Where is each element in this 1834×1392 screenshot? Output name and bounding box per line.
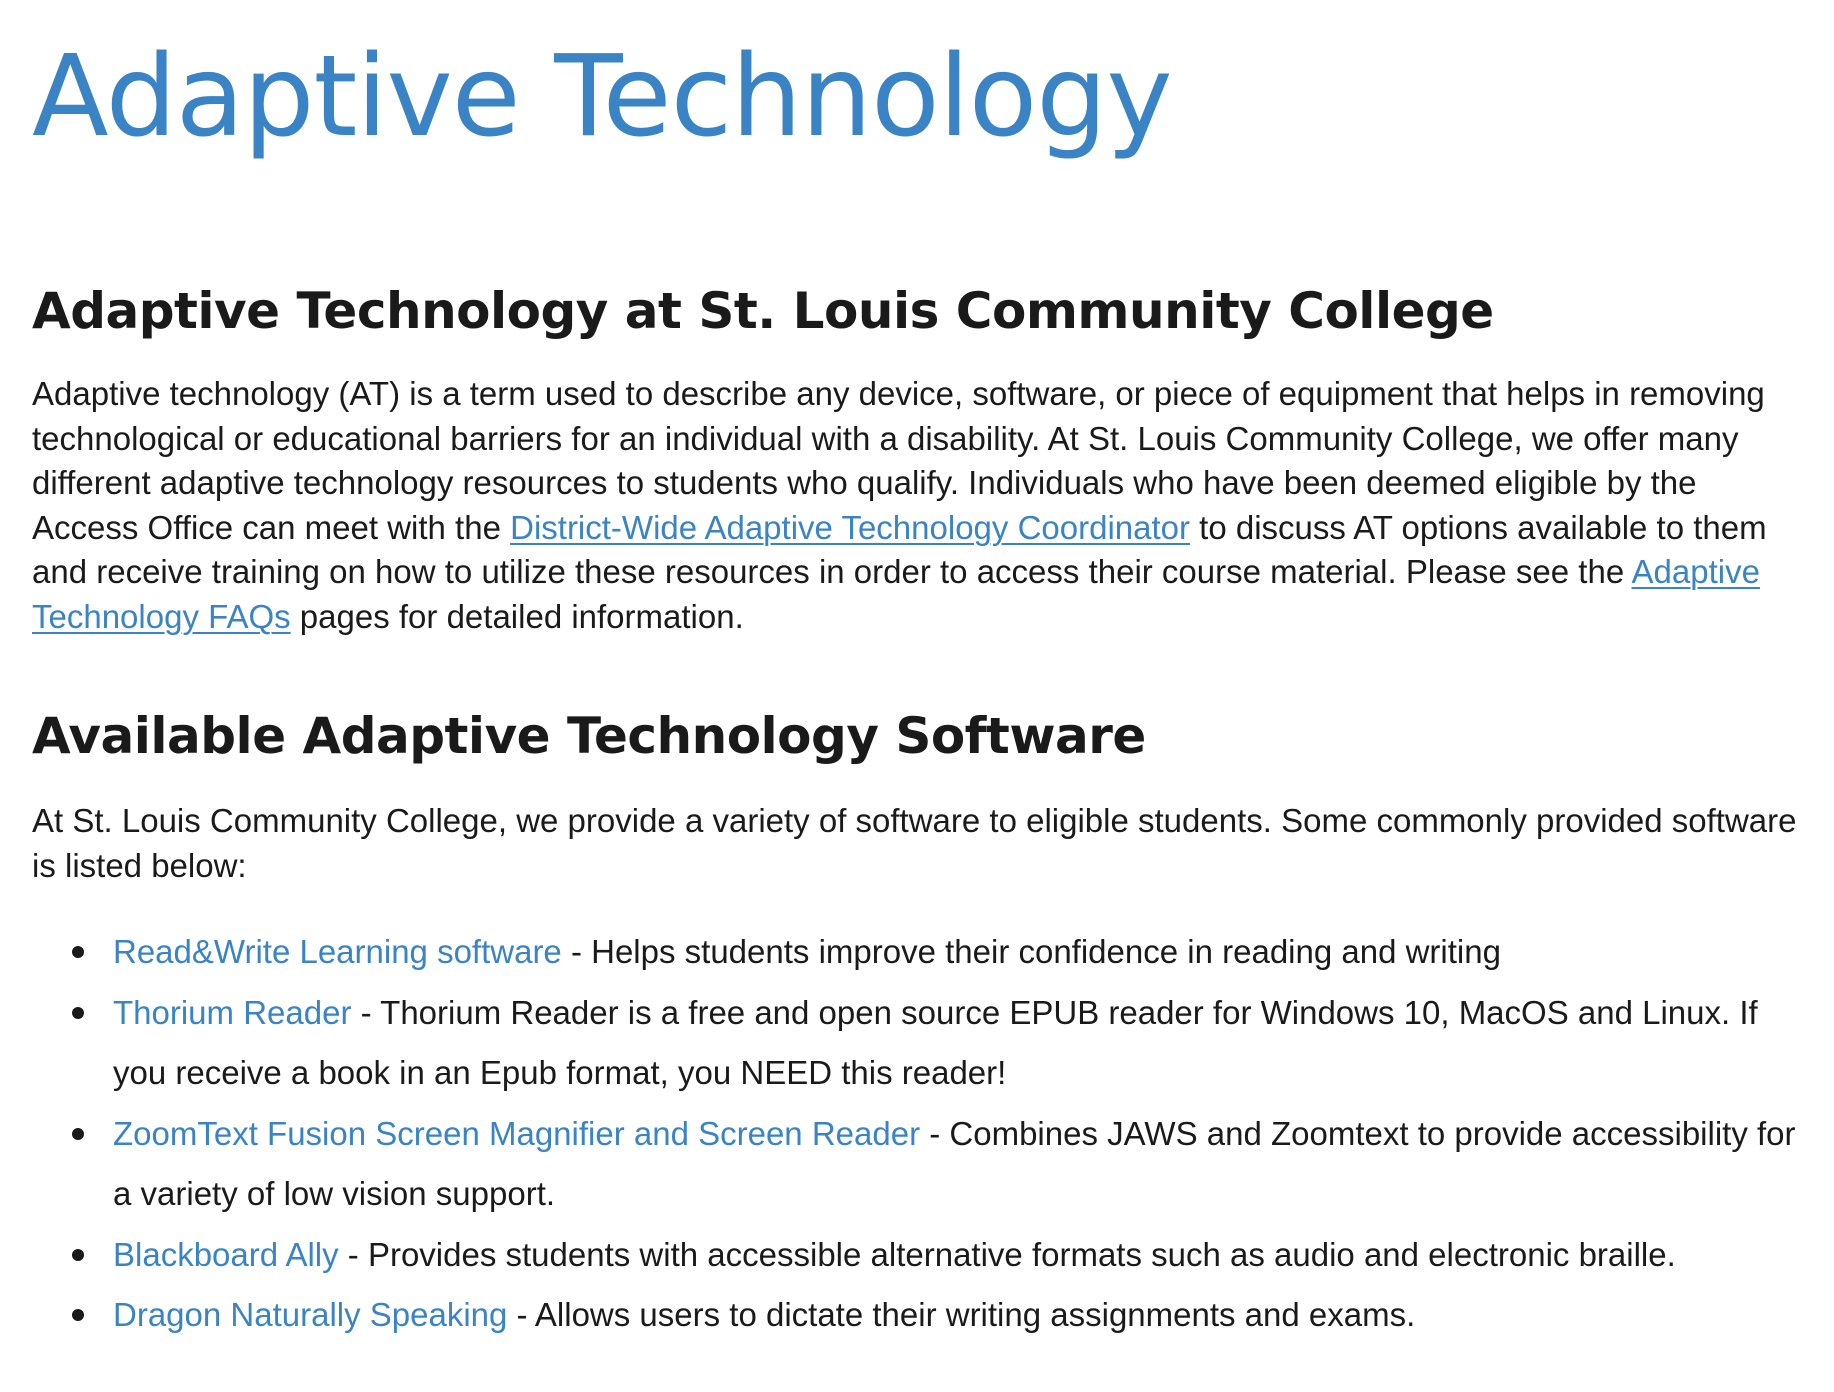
- software-item-blackboard-ally: [113, 1225, 1813, 1286]
- read-write-link[interactable]: Read&Write Learning software: [113, 933, 562, 970]
- software-item-zoomtext-fusion: [113, 1104, 1813, 1225]
- software-intro-paragraph: At St. Louis Community College, we provide a variety of software to eligible students. Some commonly provided software is listed below:: [32, 802, 1797, 884]
- coordinator-link[interactable]: District-Wide Adaptive Technology Coordinator: [510, 508, 1190, 546]
- zoomtext-fusion-link[interactable]: ZoomText Fusion Screen Magnifier and Screen Reader: [113, 1114, 921, 1152]
- dragon-naturally-speaking-description: - Allows users to dictate their writing assignments and exams.: [507, 1296, 1416, 1333]
- software-list: [32, 922, 1813, 1346]
- zoomtext-fusion-description: - Combines JAWS and Zoomtext to provide accessibility for a variety of low vision support.: [113, 1114, 1796, 1212]
- dragon-naturally-speaking-link[interactable]: Dragon Naturally Speaking: [113, 1296, 508, 1333]
- intro-paragraph: [32, 372, 1804, 639]
- intro-text-part-3: pages for detailed information.: [290, 597, 744, 635]
- intro-text-part-2: to discuss AT options available to them and receive training on how to utilize these resources in order to access their course material. Please see the: [32, 508, 1767, 590]
- intro-text-part-1: Adaptive technology (AT) is a term used to describe any device, software, or piece of equipment that helps in removing technological or educational barriers for an individual with a disability. At St. Louis Community College, we offer many different adaptive technology resources to students who qualify. Individuals who have been deemed eligible by the Access Office can meet with the: [32, 375, 1765, 546]
- blackboard-ally-description: - Provides students with accessible alternative formats such as audio and electronic braille.: [338, 1235, 1676, 1273]
- software-item-thorium-reader: [113, 983, 1813, 1104]
- thorium-reader-link[interactable]: Thorium Reader: [113, 993, 352, 1031]
- faq-link[interactable]: Adaptive Technology FAQs: [32, 553, 1760, 635]
- intro-section-heading: Adaptive Technology at St. Louis Community College: [32, 282, 1494, 340]
- bullet-icon: [72, 946, 84, 958]
- bullet-icon: [72, 1249, 84, 1261]
- bullet-icon: [72, 1007, 84, 1019]
- read-write-description: - Helps students improve their confidence in reading and writing: [561, 933, 1501, 970]
- page-title: Adaptive Technology: [32, 32, 1172, 162]
- software-item-dragon-naturally-speaking: [113, 1285, 1813, 1346]
- software-section-heading: Available Adaptive Technology Software: [32, 707, 1146, 765]
- blackboard-ally-link[interactable]: Blackboard Ally: [113, 1235, 339, 1273]
- bullet-icon: [72, 1309, 84, 1321]
- bullet-icon: [72, 1128, 84, 1140]
- thorium-reader-description: - Thorium Reader is a free and open source EPUB reader for Windows 10, MacOS and Linux. If you receive a book in an Epub format, you NEED this reader!: [113, 993, 1758, 1091]
- software-item-read-write: [113, 922, 1813, 983]
